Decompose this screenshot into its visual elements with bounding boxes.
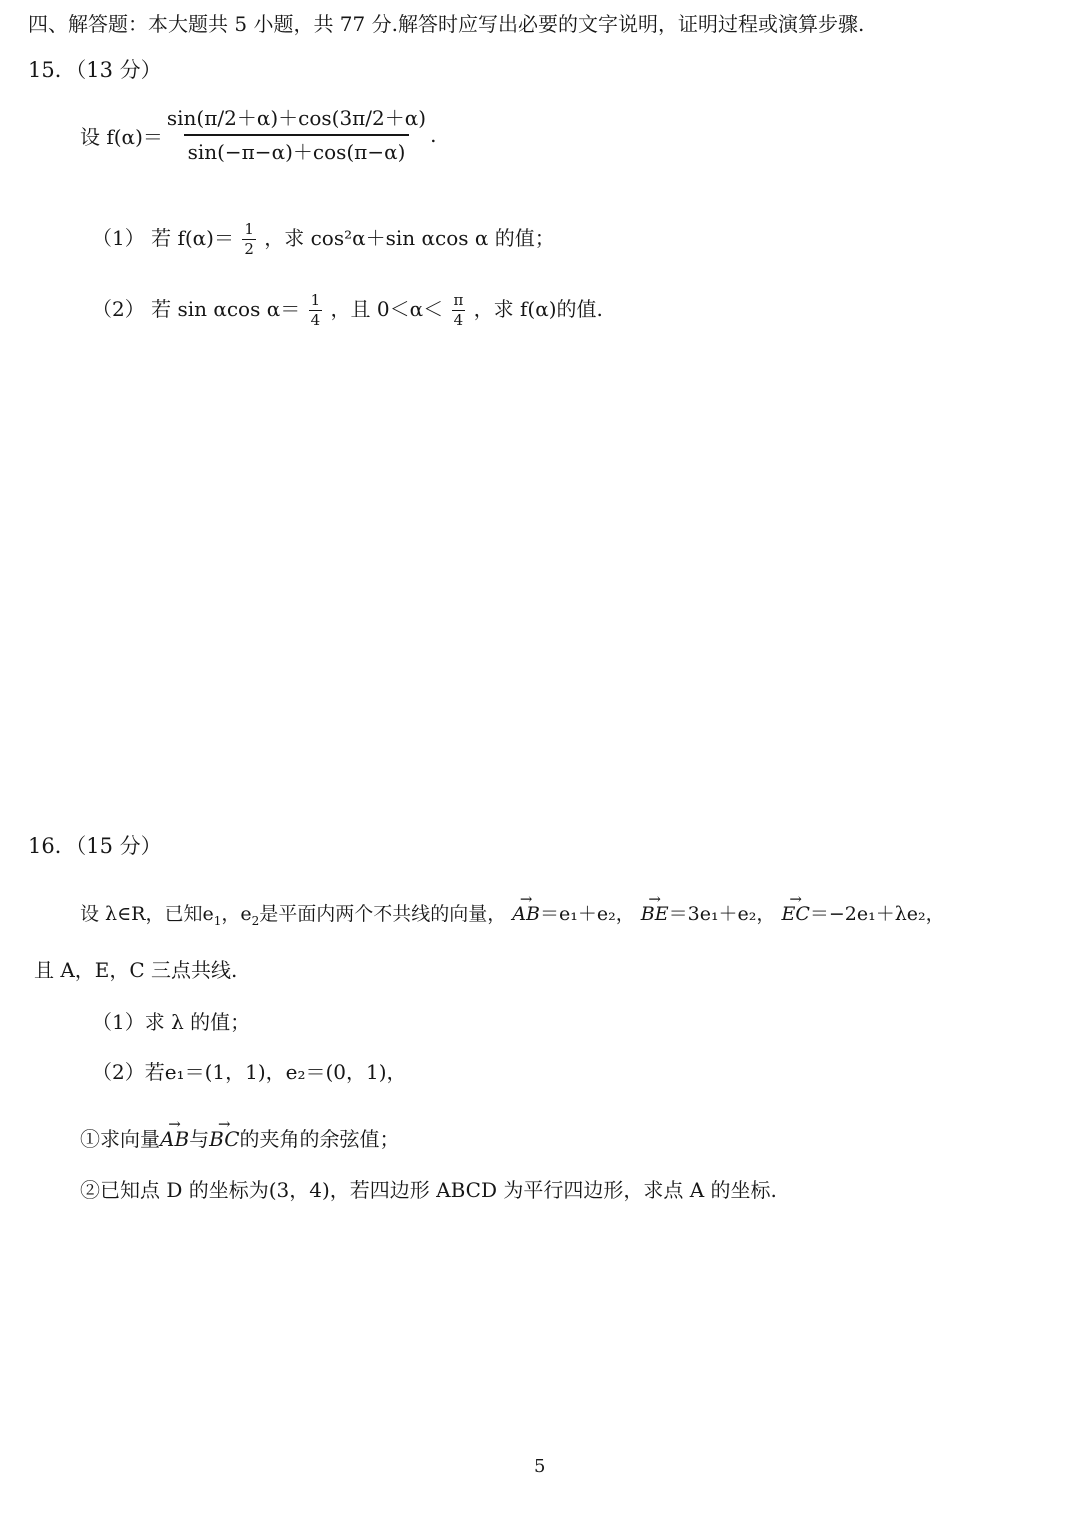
part2-label: （2） <box>92 297 145 321</box>
question-15-part-1 <box>92 222 555 257</box>
sub1-text-b: 与 <box>189 1127 210 1151</box>
question-16-sub-2: ②已知点 D 的坐标为(3，4)，若四边形 ABCD 为平行四边形，求点 A 的坐标. <box>80 1178 777 1202</box>
ab-equation: ＝e₁＋e₂， <box>539 903 635 925</box>
part2-fraction <box>309 293 323 328</box>
question-15-setup <box>80 106 436 164</box>
vector-ec: → EC <box>781 900 809 928</box>
period-mark: . <box>430 123 437 147</box>
part1-label: （1） <box>92 226 145 250</box>
part2-text-a: 若 sin αcos α＝ <box>151 297 301 321</box>
given-c: 是平面内两个不共线的向量， <box>259 903 507 925</box>
part2-text-b: ，且 0＜α＜ <box>330 297 444 321</box>
question-15-part-2 <box>92 293 603 328</box>
question-16-number: 16．（15 分） <box>28 834 162 858</box>
question-16-part-1: （1）求 λ 的值； <box>92 1010 251 1034</box>
part2-text-c: ，求 f(α)的值. <box>473 297 603 321</box>
part2-fraction-2 <box>451 293 465 328</box>
question-15-number: 15．（13 分） <box>28 58 162 82</box>
function-denominator: sin(−π−α)＋cos(π−α) <box>184 134 410 164</box>
ec-equation: ＝−2e₁＋λe₂， <box>809 903 945 925</box>
function-fraction <box>163 106 430 164</box>
sub-2: 2 <box>251 913 260 928</box>
part1-fraction-den: 2 <box>244 240 254 258</box>
page-number: 5 <box>534 1456 546 1477</box>
setup-prefix: 设 f(α)＝ <box>80 124 163 149</box>
sub1-vector-ab: → AB <box>160 1125 189 1153</box>
vector-ab: → AB <box>512 900 540 928</box>
sub-1: 1 <box>213 913 222 928</box>
question-16-sub-1 <box>80 1125 400 1153</box>
given-b: ，e <box>221 903 252 925</box>
question-16-part-2: （2）若e₁＝(1，1)，e₂＝(0，1)， <box>92 1060 407 1084</box>
part1-text-a: 若 f(α)＝ <box>151 226 234 250</box>
part2-fraction-2-num: π <box>453 291 464 309</box>
part1-text-b: ，求 cos²α＋sin αcos α 的值； <box>264 226 555 250</box>
vector-be: → BE <box>641 900 669 928</box>
question-16-collinear: 且 A，E，C 三点共线. <box>34 958 238 982</box>
function-numerator: sin(π/2＋α)＋cos(3π/2＋α) <box>166 106 427 130</box>
section-header: 四、解答题：本大题共 5 小题，共 77 分.解答时应写出必要的文字说明，证明过程或演算步骤. <box>28 12 865 36</box>
part2-fraction-2-den: 4 <box>453 311 464 329</box>
part2-fraction-num: 1 <box>310 291 321 309</box>
sub1-text-c: 的夹角的余弦值； <box>239 1127 400 1151</box>
part1-fraction-num: 1 <box>244 220 254 238</box>
be-equation: ＝3e₁＋e₂， <box>668 903 776 925</box>
part1-fraction <box>242 222 256 257</box>
sub1-vector-bc: → BC <box>209 1125 239 1153</box>
question-16-given <box>80 900 945 935</box>
part2-fraction-den: 4 <box>310 311 321 329</box>
sub1-text-a: ①求向量 <box>80 1127 160 1151</box>
given-a: 设 λ∈R，已知e <box>80 903 214 925</box>
